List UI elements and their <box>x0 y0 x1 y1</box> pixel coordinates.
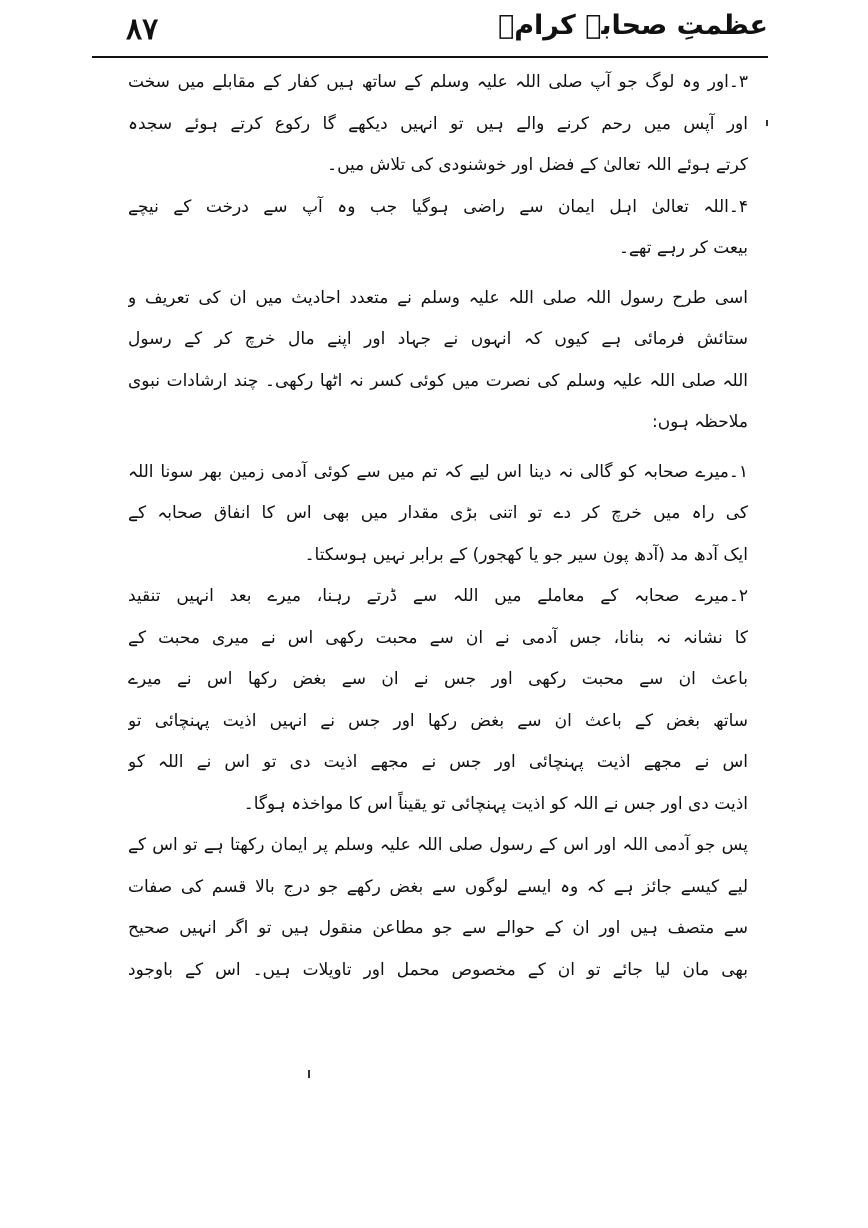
text-line: سے متصف ہیں اور ان کے حوالے سے جو مطاعن منقول ہیں تو اگر انہیں صحیح <box>128 918 748 938</box>
text-line: اور آپس میں رحم کرنے والے ہیں تو انہیں دیکھے گا رکوع کرتے ہوئے سجدہ <box>128 113 748 134</box>
text-line: باعث ان سے محبت رکھی اور جس نے ان سے بغض رکھا اس نے میرے <box>128 669 748 689</box>
text-line: پس جو آدمی اللہ اور اس کے رسول صلی اللہ علیہ وسلم پر ایمان رکھتا ہے تو اس کے <box>128 835 748 855</box>
text-line: ۳۔اور وہ لوگ جو آپ صلی اللہ علیہ وسلم کے ساتھ ہیں کفار کے مقابلے میں سخت <box>128 72 748 92</box>
text-line: اللہ صلی اللہ علیہ وسلم کی نصرت میں کوئی کسر نہ اٹھا رکھی۔ چند ارشادات نبوی <box>128 370 748 391</box>
scan-speck <box>308 1070 310 1078</box>
paragraph-hadith-intro <box>128 278 748 444</box>
text-line: ۴۔اللہ تعالیٰ اہل ایمان سے راضی ہوگیا جب وہ آپ سے درخت کے نیچے <box>128 196 748 217</box>
text-line: کا نشانہ نہ بنانا، جس آدمی نے ان سے محبت رکھی اس نے میری محبت کے <box>128 627 748 648</box>
paragraph-verse-4 <box>128 187 748 270</box>
text-line: اس نے مجھے اذیت پہنچائی اور جس نے مجھے اذیت دی تو اس نے اللہ کو <box>128 752 748 772</box>
text-line: کرتے ہوئے اللہ تعالیٰ کے فضل اور خوشنودی کی تلاش میں۔ <box>327 155 748 175</box>
paragraph-verse-3 <box>128 62 748 187</box>
paragraph-hadith-2 <box>128 576 748 825</box>
paragraph-gap <box>128 270 748 278</box>
text-line: ستائش فرمائی ہے کیوں کہ انہوں نے جہاد اور اپنے مال خرچ کر کے رسول <box>128 329 748 349</box>
text-line: بیعت کر رہے تھے۔ <box>618 238 748 258</box>
body-text <box>128 62 748 991</box>
page-number: ۸۷ <box>126 12 159 47</box>
text-line: کی راہ میں خرچ کر دے تو اتنی بڑی مقدار میں بھی اس کا انفاق صحابہ کے <box>128 503 748 523</box>
text-line: ساتھ بغض کے باعث ان سے بغض رکھا اور جس نے انہیں اذیت پہنچائی تو <box>128 710 748 731</box>
text-line: ایک آدھ مد (آدھ پون سیر جو یا کھجور) کے برابر نہیں ہوسکتا۔ <box>304 544 748 565</box>
text-line: ۱۔میرے صحابہ کو گالی نہ دینا اس لیے کہ تم میں سے کوئی آدمی زمین بھر سونا اللہ <box>128 461 748 482</box>
header-rule <box>92 56 768 58</box>
text-line: اذیت دی اور جس نے اللہ کو اذیت پہنچائی تو یقیناً اس کا مواخذہ ہوگا۔ <box>243 793 748 814</box>
paragraph-gap <box>128 444 748 452</box>
text-line: ۲۔میرے صحابہ کے معاملے میں اللہ سے ڈرتے رہنا، میرے بعد انہیں تنقید <box>128 586 748 606</box>
paragraph-conclusion <box>128 825 748 991</box>
page-header <box>92 8 768 56</box>
text-line: ملاحظہ ہوں: <box>651 412 748 432</box>
book-title: عظمتِ صحابہ کرامؓ <box>498 10 768 41</box>
scan-speck <box>766 120 768 126</box>
paragraph-hadith-1 <box>128 452 748 577</box>
text-line: اسی طرح رسول اللہ صلی اللہ علیہ وسلم نے متعدد احادیث میں ان کی تعریف و <box>128 287 748 308</box>
text-line: لیے کیسے جائز ہے کہ وہ ایسے لوگوں سے بغض رکھے جو درج بالا قسم کی صفات <box>128 876 748 897</box>
text-line: بھی مان لیا جائے تو ان کے مخصوص محمل اور تاویلات ہیں۔ اس کے باوجود <box>128 959 748 980</box>
